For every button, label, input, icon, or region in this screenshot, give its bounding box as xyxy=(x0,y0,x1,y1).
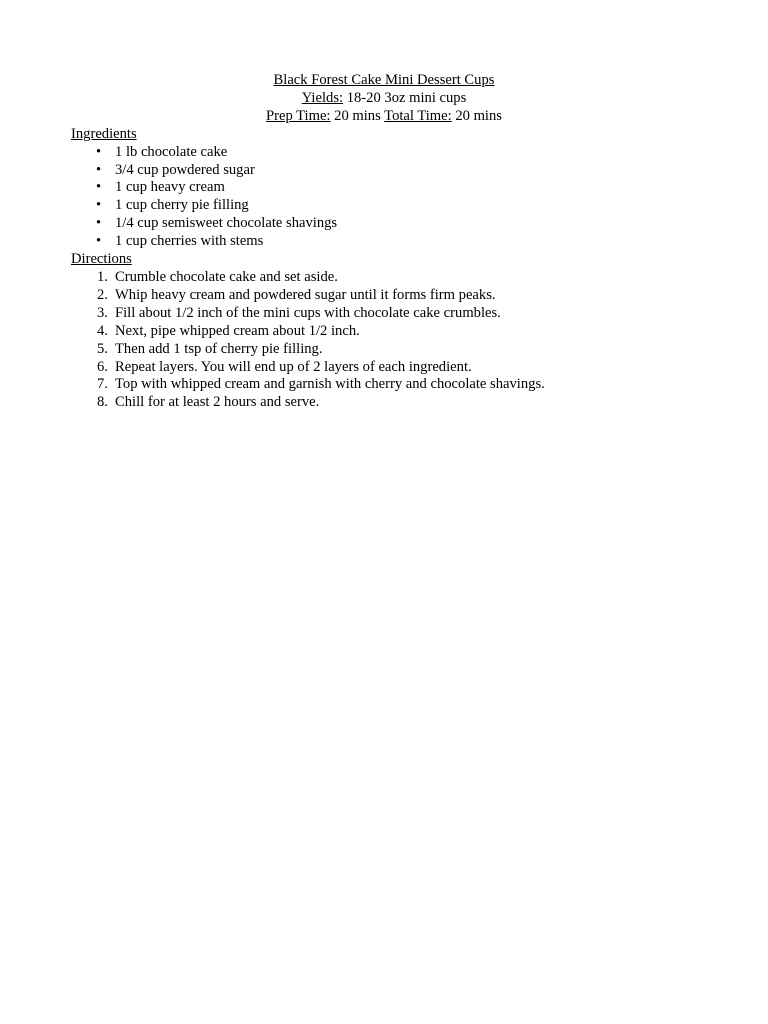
step-number: 4. xyxy=(97,322,108,339)
bullet-marker: • xyxy=(96,161,102,178)
ingredient-text: 1 cup cherry pie filling xyxy=(115,197,249,214)
step-text: Crumble chocolate cake and set aside. xyxy=(115,268,338,285)
direction-step xyxy=(71,341,697,359)
step-number: 1. xyxy=(97,268,108,285)
step-number: 8. xyxy=(97,394,108,411)
recipe-document xyxy=(71,72,697,412)
bullet-marker: • xyxy=(96,179,102,196)
step-number: 6. xyxy=(97,358,108,375)
ingredient-text: 1 cup cherries with stems xyxy=(115,233,264,250)
ingredient-text: 1 cup heavy cream xyxy=(115,179,225,196)
direction-step xyxy=(71,305,697,323)
total-time-value: 20 mins xyxy=(451,107,502,124)
direction-step xyxy=(71,394,697,412)
step-number: 3. xyxy=(97,304,108,321)
time-line xyxy=(71,108,697,126)
step-text: Next, pipe whipped cream about 1/2 inch. xyxy=(115,322,360,339)
step-text: Top with whipped cream and garnish with cherry and chocolate shavings. xyxy=(115,376,545,393)
direction-step xyxy=(71,269,697,287)
direction-step xyxy=(71,287,697,305)
yields-label: Yields: xyxy=(301,89,344,106)
ingredient-item xyxy=(71,197,697,215)
step-text: Then add 1 tsp of cherry pie filling. xyxy=(115,340,323,357)
bullet-marker: • xyxy=(96,215,102,232)
step-text: Fill about 1/2 inch of the mini cups with chocolate cake crumbles. xyxy=(115,304,501,321)
ingredient-item xyxy=(71,233,697,251)
prep-time-value: 20 mins xyxy=(330,107,385,124)
directions-heading-line xyxy=(71,251,697,269)
ingredient-item xyxy=(71,179,697,197)
ingredient-text: 1/4 cup semisweet chocolate shavings xyxy=(115,215,338,232)
directions-list xyxy=(71,269,697,412)
ingredients-heading: Ingredients xyxy=(71,125,137,142)
recipe-title: Black Forest Cake Mini Dessert Cups xyxy=(273,72,495,88)
ingredient-text: 1 lb chocolate cake xyxy=(115,143,228,160)
ingredients-heading-line xyxy=(71,126,697,144)
step-text: Whip heavy cream and powdered sugar until it forms firm peaks. xyxy=(115,286,496,303)
step-number: 2. xyxy=(97,286,108,303)
yields-line xyxy=(71,90,697,108)
ingredient-text: 3/4 cup powdered sugar xyxy=(115,161,255,178)
direction-step xyxy=(71,359,697,377)
direction-step xyxy=(71,376,697,394)
ingredient-item xyxy=(71,144,697,162)
prep-time-label: Prep Time: xyxy=(266,107,331,124)
yields-value: 18-20 3oz mini cups xyxy=(343,89,467,106)
directions-heading: Directions xyxy=(71,251,132,268)
ingredient-item xyxy=(71,162,697,180)
step-number: 7. xyxy=(97,376,108,393)
step-text: Chill for at least 2 hours and serve. xyxy=(115,394,320,411)
ingredients-list xyxy=(71,144,697,251)
ingredient-item xyxy=(71,215,697,233)
step-text: Repeat layers. You will end up of 2 layers of each ingredient. xyxy=(115,358,472,375)
bullet-marker: • xyxy=(96,197,102,214)
step-number: 5. xyxy=(97,340,108,357)
direction-step xyxy=(71,323,697,341)
bullet-marker: • xyxy=(96,143,102,160)
total-time-label: Total Time: xyxy=(384,107,452,124)
recipe-title-line xyxy=(71,72,697,90)
bullet-marker: • xyxy=(96,233,102,250)
